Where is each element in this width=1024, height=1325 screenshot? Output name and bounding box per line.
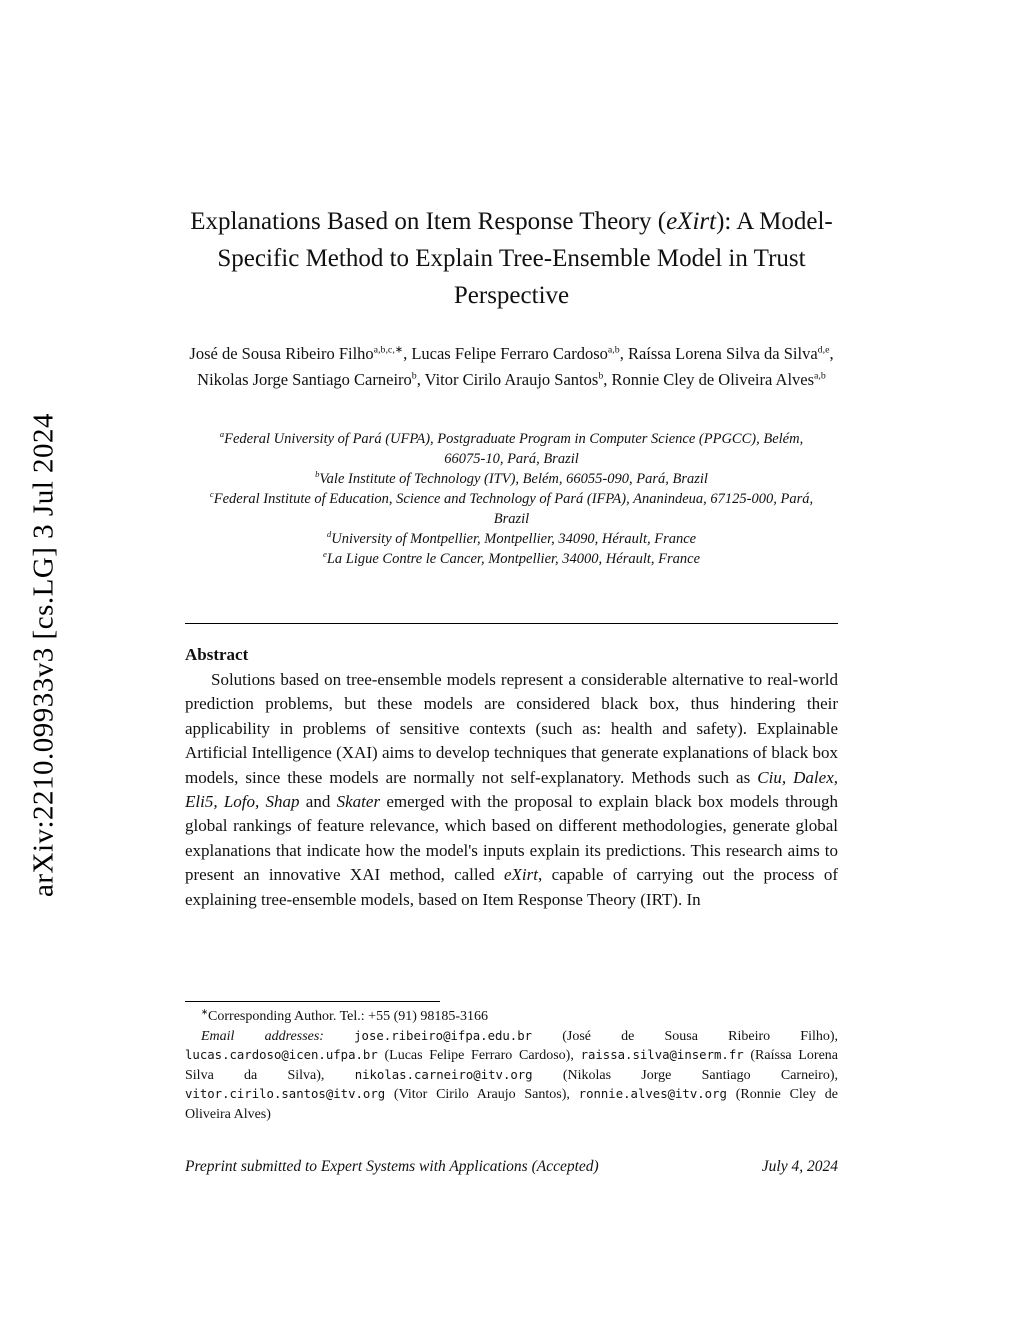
frontmatter-rule xyxy=(185,623,838,624)
affiliation-line: $^e$La Ligue Contre le Cancer, Montpellier, 34000, Hérault, France xyxy=(322,549,701,567)
paper-content xyxy=(185,0,838,1325)
paper-title: Explanations Based on Item Response Theory (eXirt): A Model-Specific Method to Explain Tree-Ensemble Model in Trust Perspective xyxy=(190,208,833,309)
corresponding-author-note: ∗Corresponding Author. Tel.: +55 (91) 98185-3166 xyxy=(201,1007,489,1024)
preprint-note: Preprint submitted to Expert Systems with Applications (Accepted) xyxy=(185,1158,599,1175)
footnote-block xyxy=(185,1001,838,1124)
affiliation-line: $^d$University of Montpellier, Montpellier, 34090, Hérault, France xyxy=(326,529,697,547)
authors-line: José de Sousa Ribeiro Filho$^{a,b,c,∗}$, Lucas Felipe Ferraro Cardoso$^{a,b}$, Raíssa Lorena Silva da Silva$^{d,e}$, Nikolas Jorge Santiago Carneiro$^b$, Vitor Cirilo Araujo Santos$^b$, Ronnie Cley de Oliveira Alves$^{a,b}$ xyxy=(189,344,834,389)
affiliation-line: $^a$Federal University of Pará (UFPA), Postgraduate Program in Computer Science (PPGCC), Belém, 66075-10, Pará, Brazil xyxy=(219,429,804,467)
affiliation-line: $^c$Federal Institute of Education, Science and Technology of Pará (IFPA), Ananindeua, 67125-000, Pará, Brazil xyxy=(209,489,814,527)
abstract-heading: Abstract xyxy=(185,645,249,664)
footnote-rule xyxy=(185,1001,440,1002)
affiliations-list xyxy=(205,429,818,569)
email-addresses-note: Email addresses: jose.ribeiro@ifpa.edu.br (José de Sousa Ribeiro Filho), lucas.cardoso@icen.ufpa.br (Lucas Felipe Ferraro Cardoso), raissa.silva@inserm.fr (Raíssa Lorena Silva da Silva), nikolas.carneiro@itv.org (Nikolas Jorge Santiago Carneiro), vitor.cirilo.santos@itv.org (Vitor Cirilo Araujo Santos), ronnie.alves@itv.org (Ronnie Cley de Oliveira Alves) xyxy=(185,1028,839,1122)
footer-date: July 4, 2024 xyxy=(761,1158,838,1175)
footer xyxy=(185,1158,838,1176)
affiliation-line: $^b$Vale Institute of Technology (ITV), Belém, 66055-090, Pará, Brazil xyxy=(315,469,708,487)
arxiv-banner: arXiv:2210.09933v3 [cs.LG] 3 Jul 2024 xyxy=(27,412,60,898)
abstract-text: Solutions based on tree-ensemble models represent a considerable alternative to real-world prediction problems, but these models are considered black box, thus hindering their applicability in problems of sensitive contexts (such as: health and safety). Explainable Artificial Intelligence (XAI) aims to develop techniques that generate explanations of black box models, since these models are normally not self-explanatory. Methods such as Ciu, Dalex, Eli5, Lofo, Shap and Skater emerged with the proposal to explain black box models through global rankings of feature relevance, which based on different methodologies, generate global explanations that indicate how the model's inputs explain its predictions. This research aims to present an innovative XAI method, called eXirt, capable of carrying out the process of explaining tree-ensemble models, based on Item Response Theory (IRT). In xyxy=(185,670,839,909)
